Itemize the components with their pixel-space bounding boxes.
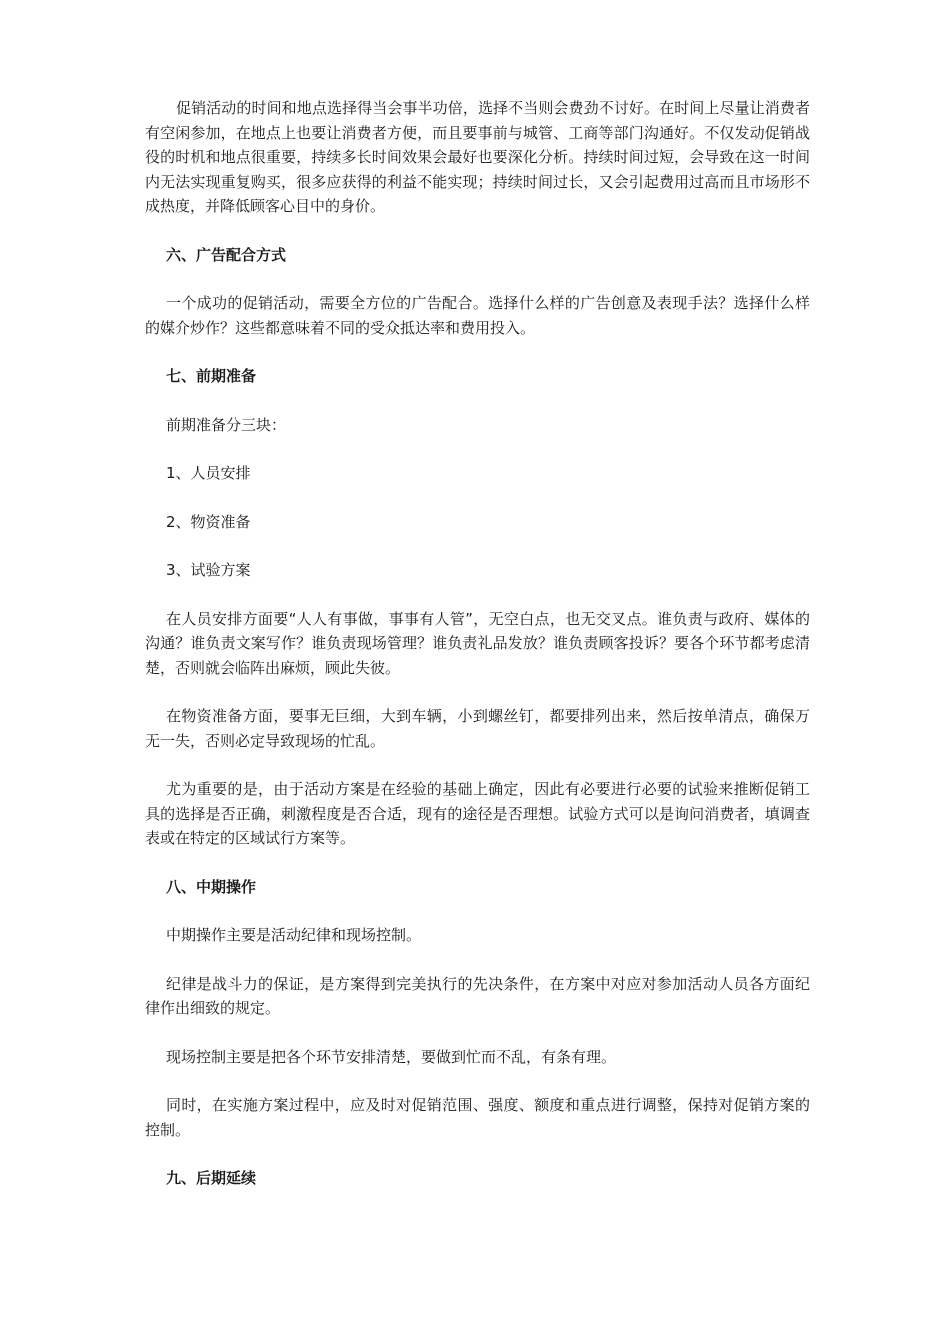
document-body — [145, 96, 810, 1215]
paragraph-timing-location: 促销活动的时间和地点选择得当会事半功倍，选择不当则会费劲不讨好。在时间上尽量让消费者有空闲参加，在地点上也要让消费者方便，而且要事前与城管、工商等部门沟通好。不仅发动促销战役的时机和地点很重要，持续多长时间效果会最好也要深化分析。持续时间过短，会导致在这一时间内无法实现重复购买，很多应获得的利益不能实现；持续时间过长，又会引起费用过高而且市场形不成热度，并降低顾客心目中的身价。 — [145, 99, 810, 215]
paragraph-adjustment: 同时，在实施方案过程中，应及时对促销范围、强度、额度和重点进行调整，保持对促销方案的控制。 — [145, 1096, 810, 1139]
list-item-staffing: 1、人员安排 — [166, 464, 251, 482]
paragraph-materials: 在物资准备方面，要事无巨细，大到车辆，小到螺丝钉，都要排列出来，然后按单清点，确保万无一失，否则必定导致现场的忙乱。 — [145, 707, 810, 750]
paragraph-discipline: 纪律是战斗力的保证，是方案得到完美执行的先决条件，在方案中对应对参加活动人员各方面纪律作出细致的规定。 — [145, 974, 810, 1017]
section-heading-mid-operation: 八、中期操作 — [166, 877, 257, 896]
paragraph-site-control: 现场控制主要是把各个环节安排清楚，要做到忙而不乱，有条有理。 — [166, 1047, 617, 1066]
section-heading-preparation: 七、前期准备 — [166, 367, 257, 385]
preparation-intro: 前期准备分三块： — [166, 415, 287, 434]
section-heading-follow-up: 九、后期延续 — [166, 1169, 257, 1187]
paragraph-trial: 尤为重要的是，由于活动方案是在经验的基础上确定，因此有必要进行必要的试验来推断促销工具的选择是否正确，刺激程度是否合适，现有的途径是否理想。试验方式可以是询问消费者，填调查表或在特定的区域试行方案等。 — [145, 780, 810, 847]
mid-operation-intro: 中期操作主要是活动纪律和现场控制。 — [166, 926, 422, 944]
list-item-trial-plan: 3、试验方案 — [166, 561, 251, 579]
paragraph-advertising: 一个成功的促销活动，需要全方位的广告配合。选择什么样的广告创意及表现手法？选择什么样的媒介炒作？这些都意味着不同的受众抵达率和费用投入。 — [145, 294, 810, 337]
list-item-materials: 2、物资准备 — [166, 512, 251, 531]
paragraph-staffing: 在人员安排方面要“人人有事做，事事有人管”，无空白点，也无交叉点。谁负责与政府、媒体的沟通？谁负责文案写作？谁负责现场管理？谁负责礼品发放？谁负责顾客投诉？要各个环节都考虑清楚，否则就会临阵出麻烦，顾此失彼。 — [145, 609, 810, 677]
section-heading-advertising: 六、广告配合方式 — [166, 245, 287, 264]
